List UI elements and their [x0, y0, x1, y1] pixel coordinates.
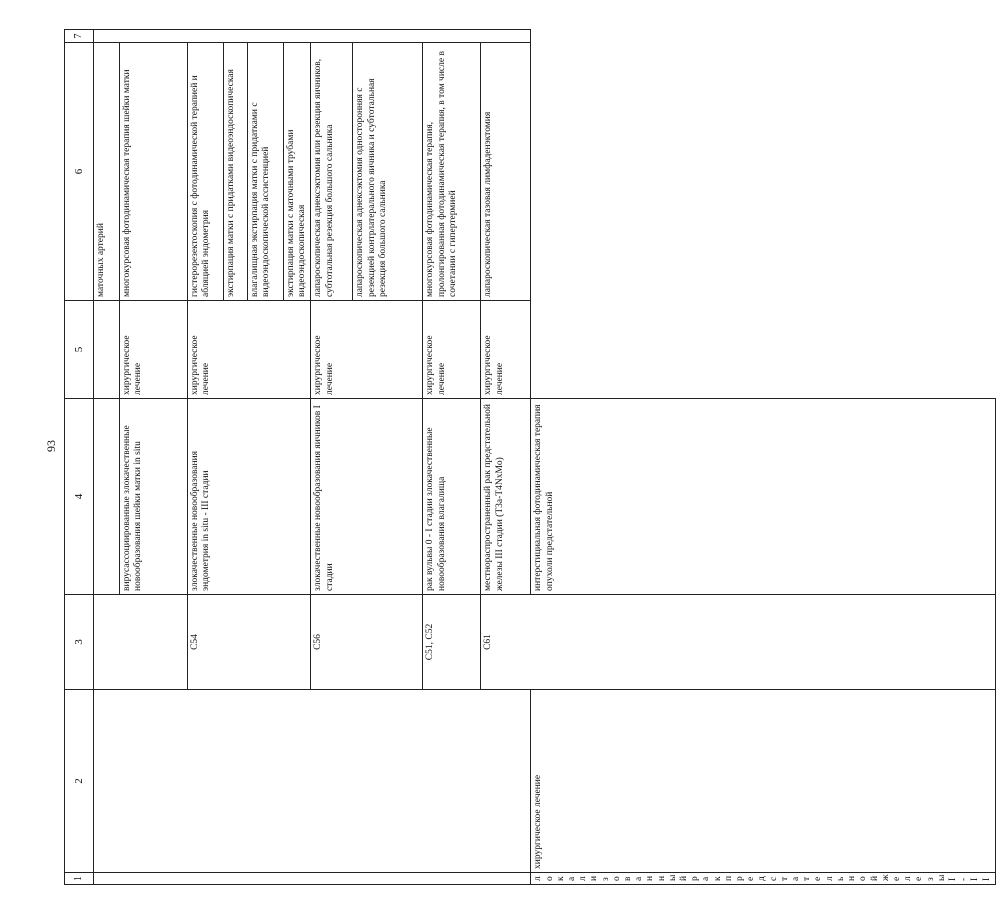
cell-code: C51, C52	[423, 595, 481, 690]
cell-method: экстирпация матки с маточными трубами видеоэндоскопическая	[284, 43, 311, 301]
empty-cell	[94, 30, 531, 43]
cell-disease: злокачественные новообразования яичников I стадии	[311, 399, 423, 595]
cell-disease: местнораспространенный рак предстательной железы III стадии (T3a-T4NxMo)	[481, 399, 531, 595]
column-number: 3	[65, 595, 94, 690]
cell-treatment: хирургическое лечение	[423, 301, 481, 399]
cell-disease: вирусассоциированные злокачественные новообразования шейки матки in situ	[120, 399, 188, 595]
cell-disease: рак вульвы 0 - I стадии злокачественные новообразования влагалища	[423, 399, 481, 595]
cell-disease: локализованный рак предстательной железы I - II	[531, 873, 995, 885]
cell-method: интерстициальная фотодинамическая терапия опухоли предстательной	[531, 399, 995, 595]
column-number-row	[65, 30, 94, 885]
cell-code: C54	[188, 595, 311, 690]
cell-treatment: хирургическое лечение	[188, 301, 311, 399]
treatment-table-wrapper	[64, 30, 992, 885]
cell-method: экстирпация матки с придатками видеоэндоскопическая	[224, 43, 248, 301]
column-number: 2	[65, 690, 94, 873]
cell-method: лапароскопическая аднексэктомия или резекция яичников, субтотальная резекция большого сальника	[311, 43, 353, 301]
empty-cell	[94, 873, 531, 885]
cell-treatment: хирургическое лечение	[481, 301, 531, 399]
cell-method: многокурсовая фотодинамическая терапия шейки матки	[120, 43, 188, 301]
table-row	[94, 30, 120, 885]
cell-method: лапароскопическая аднексэктомия односторонняя с резекцией контрлатерального яичника и субтотальная резекция большого сальника	[353, 43, 423, 301]
cell-disease	[94, 399, 120, 595]
cell-method: маточных артерий	[94, 43, 120, 301]
cell-disease: злокачественные новообразования эндометрия in situ - III стадии	[188, 399, 311, 595]
cell-method: влагалищная экстирпация матки с придатками с видеоэндоскопической ассистенцией	[248, 43, 284, 301]
cell-method: лапароскопическая тазовая лимфаденэктомия	[481, 43, 531, 301]
column-number: 5	[65, 301, 94, 399]
page-number: 93	[44, 440, 58, 452]
column-number: 7	[65, 30, 94, 43]
cell-treatment: хирургическое лечение	[531, 690, 995, 873]
column-number: 6	[65, 43, 94, 301]
cell-code: C61	[481, 595, 995, 690]
cell-method: гистерорезектоскопия с фотодинамической терапией и абляцией эндометрия	[188, 43, 224, 301]
cell-treatment: хирургическое лечение	[120, 301, 188, 399]
empty-cell	[94, 690, 531, 873]
cell-method: многокурсовая фотодинамическая терапия, пролонгированная фотодинамическая терапия, в том числе в сочетании с гипертермией	[423, 43, 481, 301]
column-number: 4	[65, 399, 94, 595]
treatment-table	[64, 29, 996, 885]
cell-treatment	[94, 301, 120, 399]
cell-treatment: хирургическое лечение	[311, 301, 423, 399]
cell-code	[94, 595, 188, 690]
table-row	[531, 30, 995, 885]
cell-code: C56	[311, 595, 423, 690]
column-number: 1	[65, 873, 94, 885]
